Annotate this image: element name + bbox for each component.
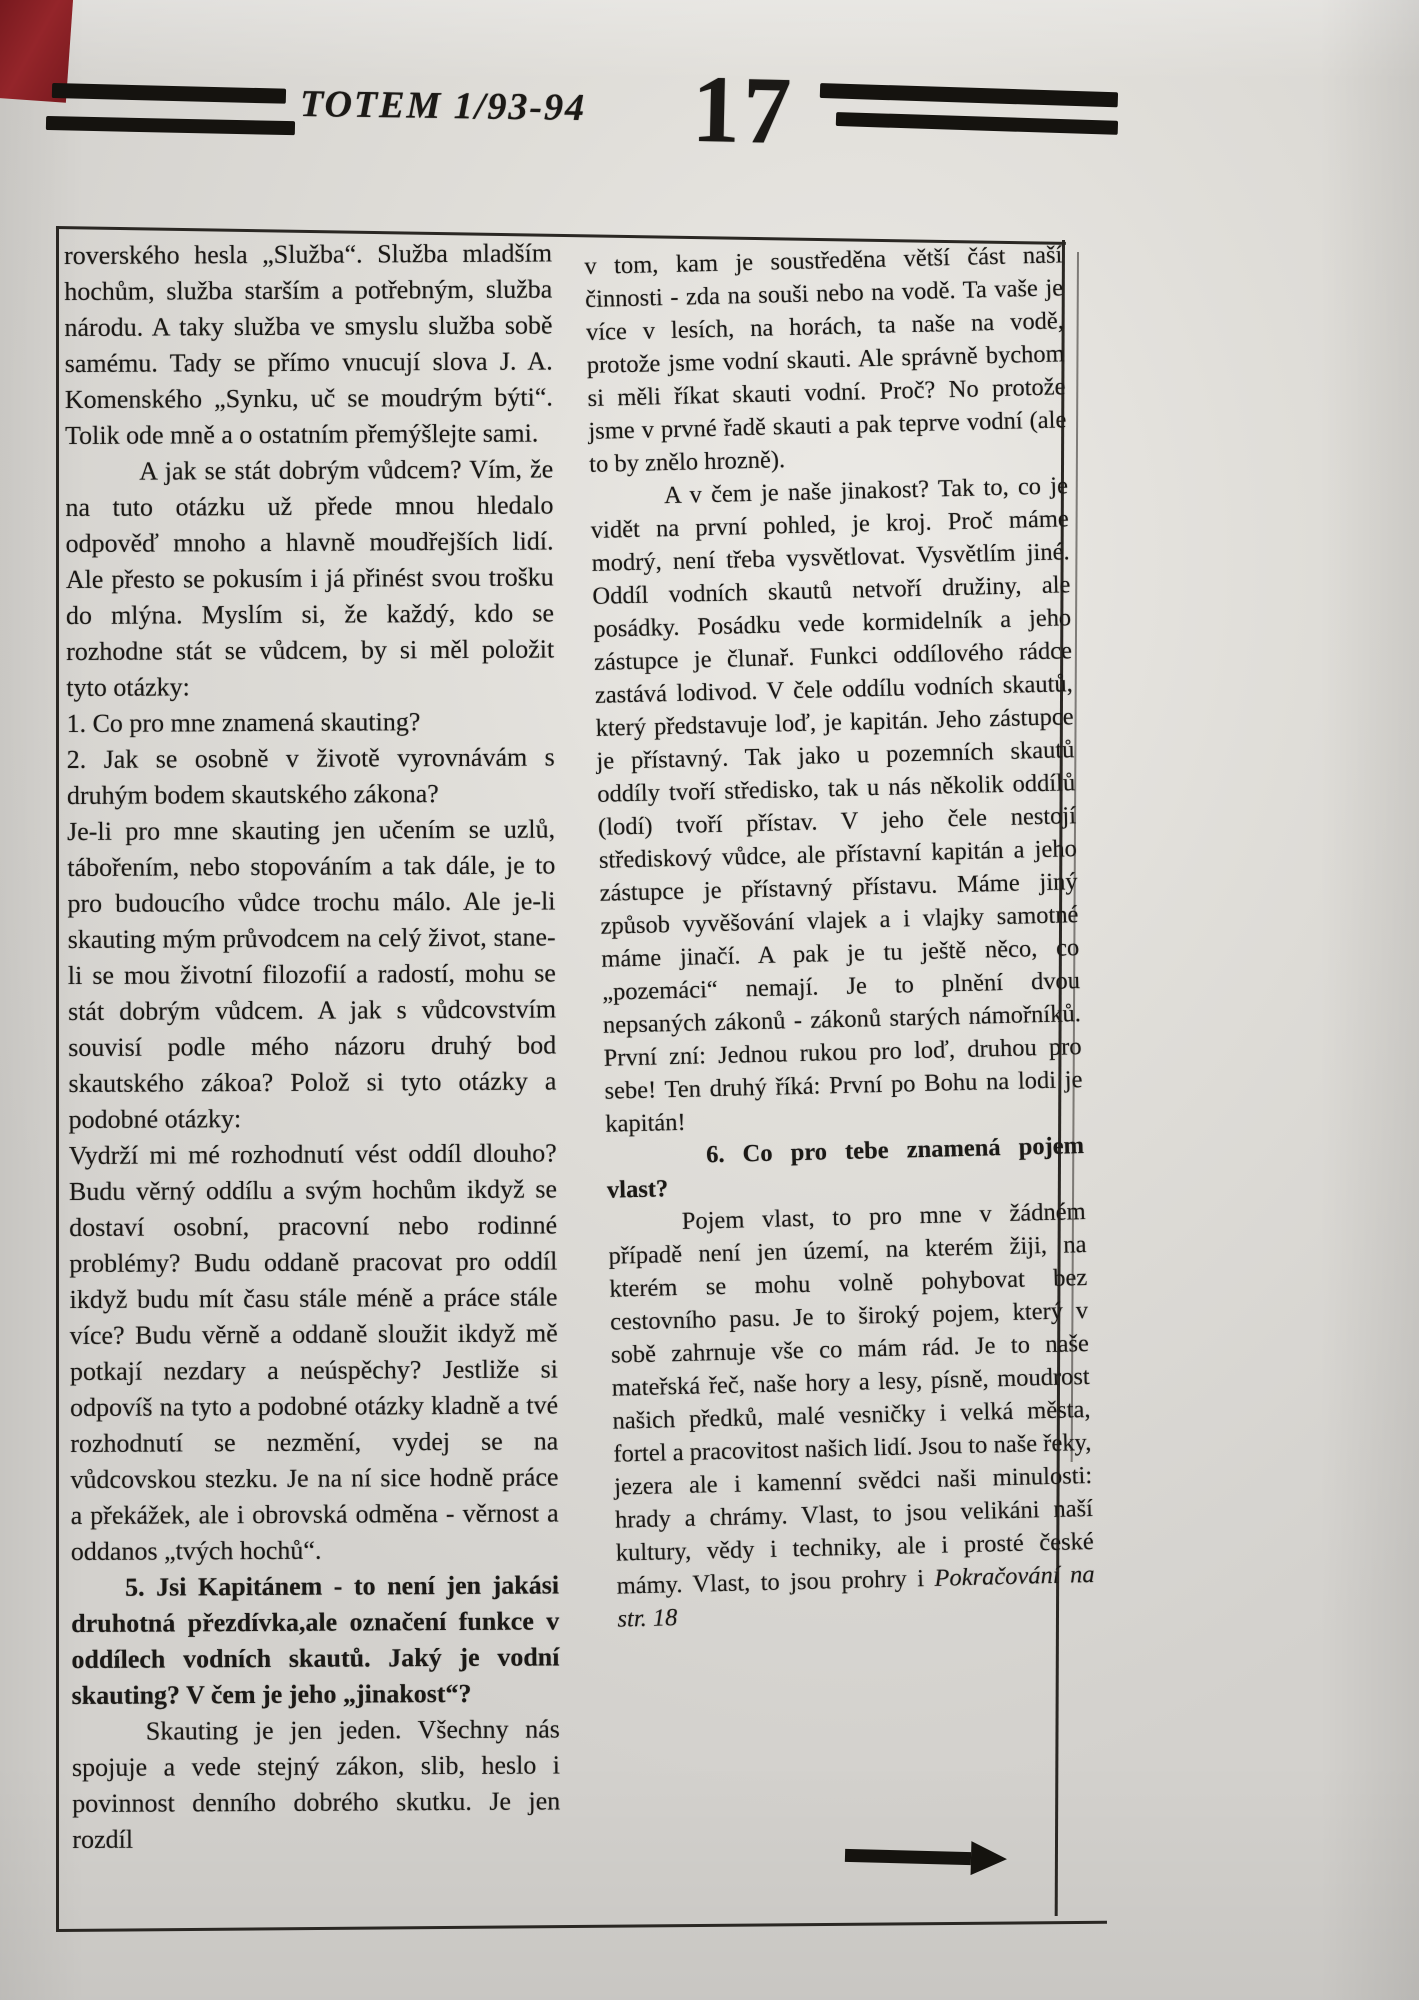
closing-text: Pojem vlast, to pro mne v žádném případě není jen území, na kterém žiji, na kterém se mohu volně pohybovat bez cestovního pasu. Je to široký pojem, který v sobě zahrnuje vše co mám rád. Je to naše mateřská řeč, naše hory a lesy, písně, moudrost našich předků, malé vesničky i velká města, fortel a pracovitost našich lidí. Jsou to naše řeky, jezera ale i kamenní svědci naši minulosti: hrady a chrámy. Vlast, to jsou velikáni naší kultury, vědy i techniky, ale i prosté české mámy. Vlast, to jsou prohry i <box>608 1198 1095 1600</box>
paragraph-resolution: Vydrží mi mé rozhodnutí vést oddíl dlouho? Budu věrný oddílu a svým hochům ikdyž se dostaví osobní, pracovní nebo rodinné problémy? Budu oddaně pracovat pro oddíl ikdyž budu mít času stále méně a práce stále více? Budu věrně a oddaně sloužit ikdyž mě potkají nezdary a neúspěchy? Jestliže si odpovíš na tyto a podobné otázky kladně a tvé rozhodnutí se nezmění, vydej se na vůdcovskou stezku. Je na ní sice hodně práce a překážek, ale i obrovská odměna - věrnost a oddanos „tvých hochů“. <box>68 1138 559 1566</box>
paragraph-water-scouts: v tom, kam je soustředěna větší část naší činnosti - zda na souši nebo na vodě. Ta vaše je více v lesích, na horách, ta naše na vodě, protože jsme vodní skauti. Ale správně bychom si měli říkat skauti vodní. Proč? No protože jsme v prvné řadě skauti a pak teprve vodní (ale to by znělo hrozně). <box>584 241 1067 478</box>
closing-paragraph <box>607 1195 1095 1636</box>
section-heading-5: 5. Jsi Kapitánem - to není jen jakási druhotná přezdívka,ale označení funkce v oddílech vodních skautů. Jaký je vodní skauting? V čem je jeho „jinakost“? <box>71 1570 560 1710</box>
continuation-note: Pokračování na str. 18 <box>617 1560 1095 1633</box>
masthead-title: TOTEM 1/93-94 <box>299 83 587 129</box>
section-heading-6: 6. Co pro tebe znamená pojem vlast? <box>606 1132 1085 1204</box>
continuation-arrow-icon <box>845 1838 1008 1876</box>
question-2: 2. Jak se osobně v životě vyrovnávám s druhým bodem skautského zákona? <box>66 742 555 810</box>
arrow-shaft <box>845 1848 971 1864</box>
paragraph-scouting-meaning: Je-li pro mne skauting jen učením se uzlů, tábořením, nebo stopováním a tak dále, je to pro budoucího vůdce trochu málo. Ale je-li skauting mým průvodcem na celý život, stane-li se mou životní filozofií a radostí, mohu se stát dobrým vůdcem. A jak s vůdcovstvím souvisí podle mého názoru druhý bod skautského zákoa? Polož si tyto otázky a podobné otázky: <box>67 814 557 1134</box>
paragraph-one-scouting: Skauting je jen jeden. Všechny nás spojuje a vede stejný zákon, slib, heslo i povinnost denního dobrého skutku. Je jen rozdíl <box>71 1714 561 1854</box>
column-right <box>584 238 1096 1635</box>
masthead-rule-left-bottom <box>46 116 295 135</box>
question-1: 1. Co pro mne znamená skauting? <box>66 707 421 738</box>
paragraph-good-leader: A jak se stát dobrým vůdcem? Vím, že na tuto otázku už přede mnou hledalo odpověď mnoho a hlavně moudřejších lidí. Ale přesto se pokusím i já přinést svou trošku do mlýna. Myslím si, že každý, kdo se rozhodne stát se vůdcem, by si měl položit tyto otázky: <box>65 454 555 702</box>
frame-border-bottom <box>57 1921 1107 1932</box>
column-left <box>64 235 560 1858</box>
paragraph-service: roverského hesla „Služba“. Služba mladším hochům, služba starším a potřebným, služba národu. A taky služba ve smyslu služba sobě samému. Tady se přímo vnucují slova J. A. Komenského „Synku, uč se moudrým býti“. Tolik ode mně a o ostatním přemýšlejte sami. <box>64 238 553 450</box>
paragraph-differences: A v čem je naše jinakost? Tak to, co je vidět na první pohled, je kroj. Proč máme modrý, není třeba vysvětlovat. Vysvětlím jiné. Oddíl vodních skautů netvoří družiny, ale posádky. Posádku vede kormidelník a jeho zástupce je člunař. Funkci oddílového rádce zastává lodivod. V čele oddílu vodních skautů, který představuje loď, je kapitán. Jeho zástupce je přístavný. Tak jako u pozemních skautů oddíly tvoří středisko, tak u nás několik oddílů (lodí) tvoří přístav. V jeho čele nestojí střediskový vůdce, ale přístavní kapitán a jeho zástupce je přístavný přístavu. Máme jiný způsob vyvěšování vlajek a i vlajky samotné máme jinačí. A pak je tu ještě něco, co „pozemáci“ nemají. Je to plnění dvou nepsaných zákonů - zákonů starých námořníků. První zní: Jednou rukou pro loď, druhou pro sebe! Ten druhý říká: První po Bohu na lodi je kapitán! <box>590 472 1083 1138</box>
page-number: 17 <box>690 54 796 165</box>
arrow-head <box>971 1841 1008 1876</box>
masthead-rule-left-top <box>52 83 286 104</box>
masthead-rule-right-top <box>820 83 1118 107</box>
frame-border-left <box>56 226 59 1932</box>
masthead-rule-right-bottom <box>836 112 1118 135</box>
